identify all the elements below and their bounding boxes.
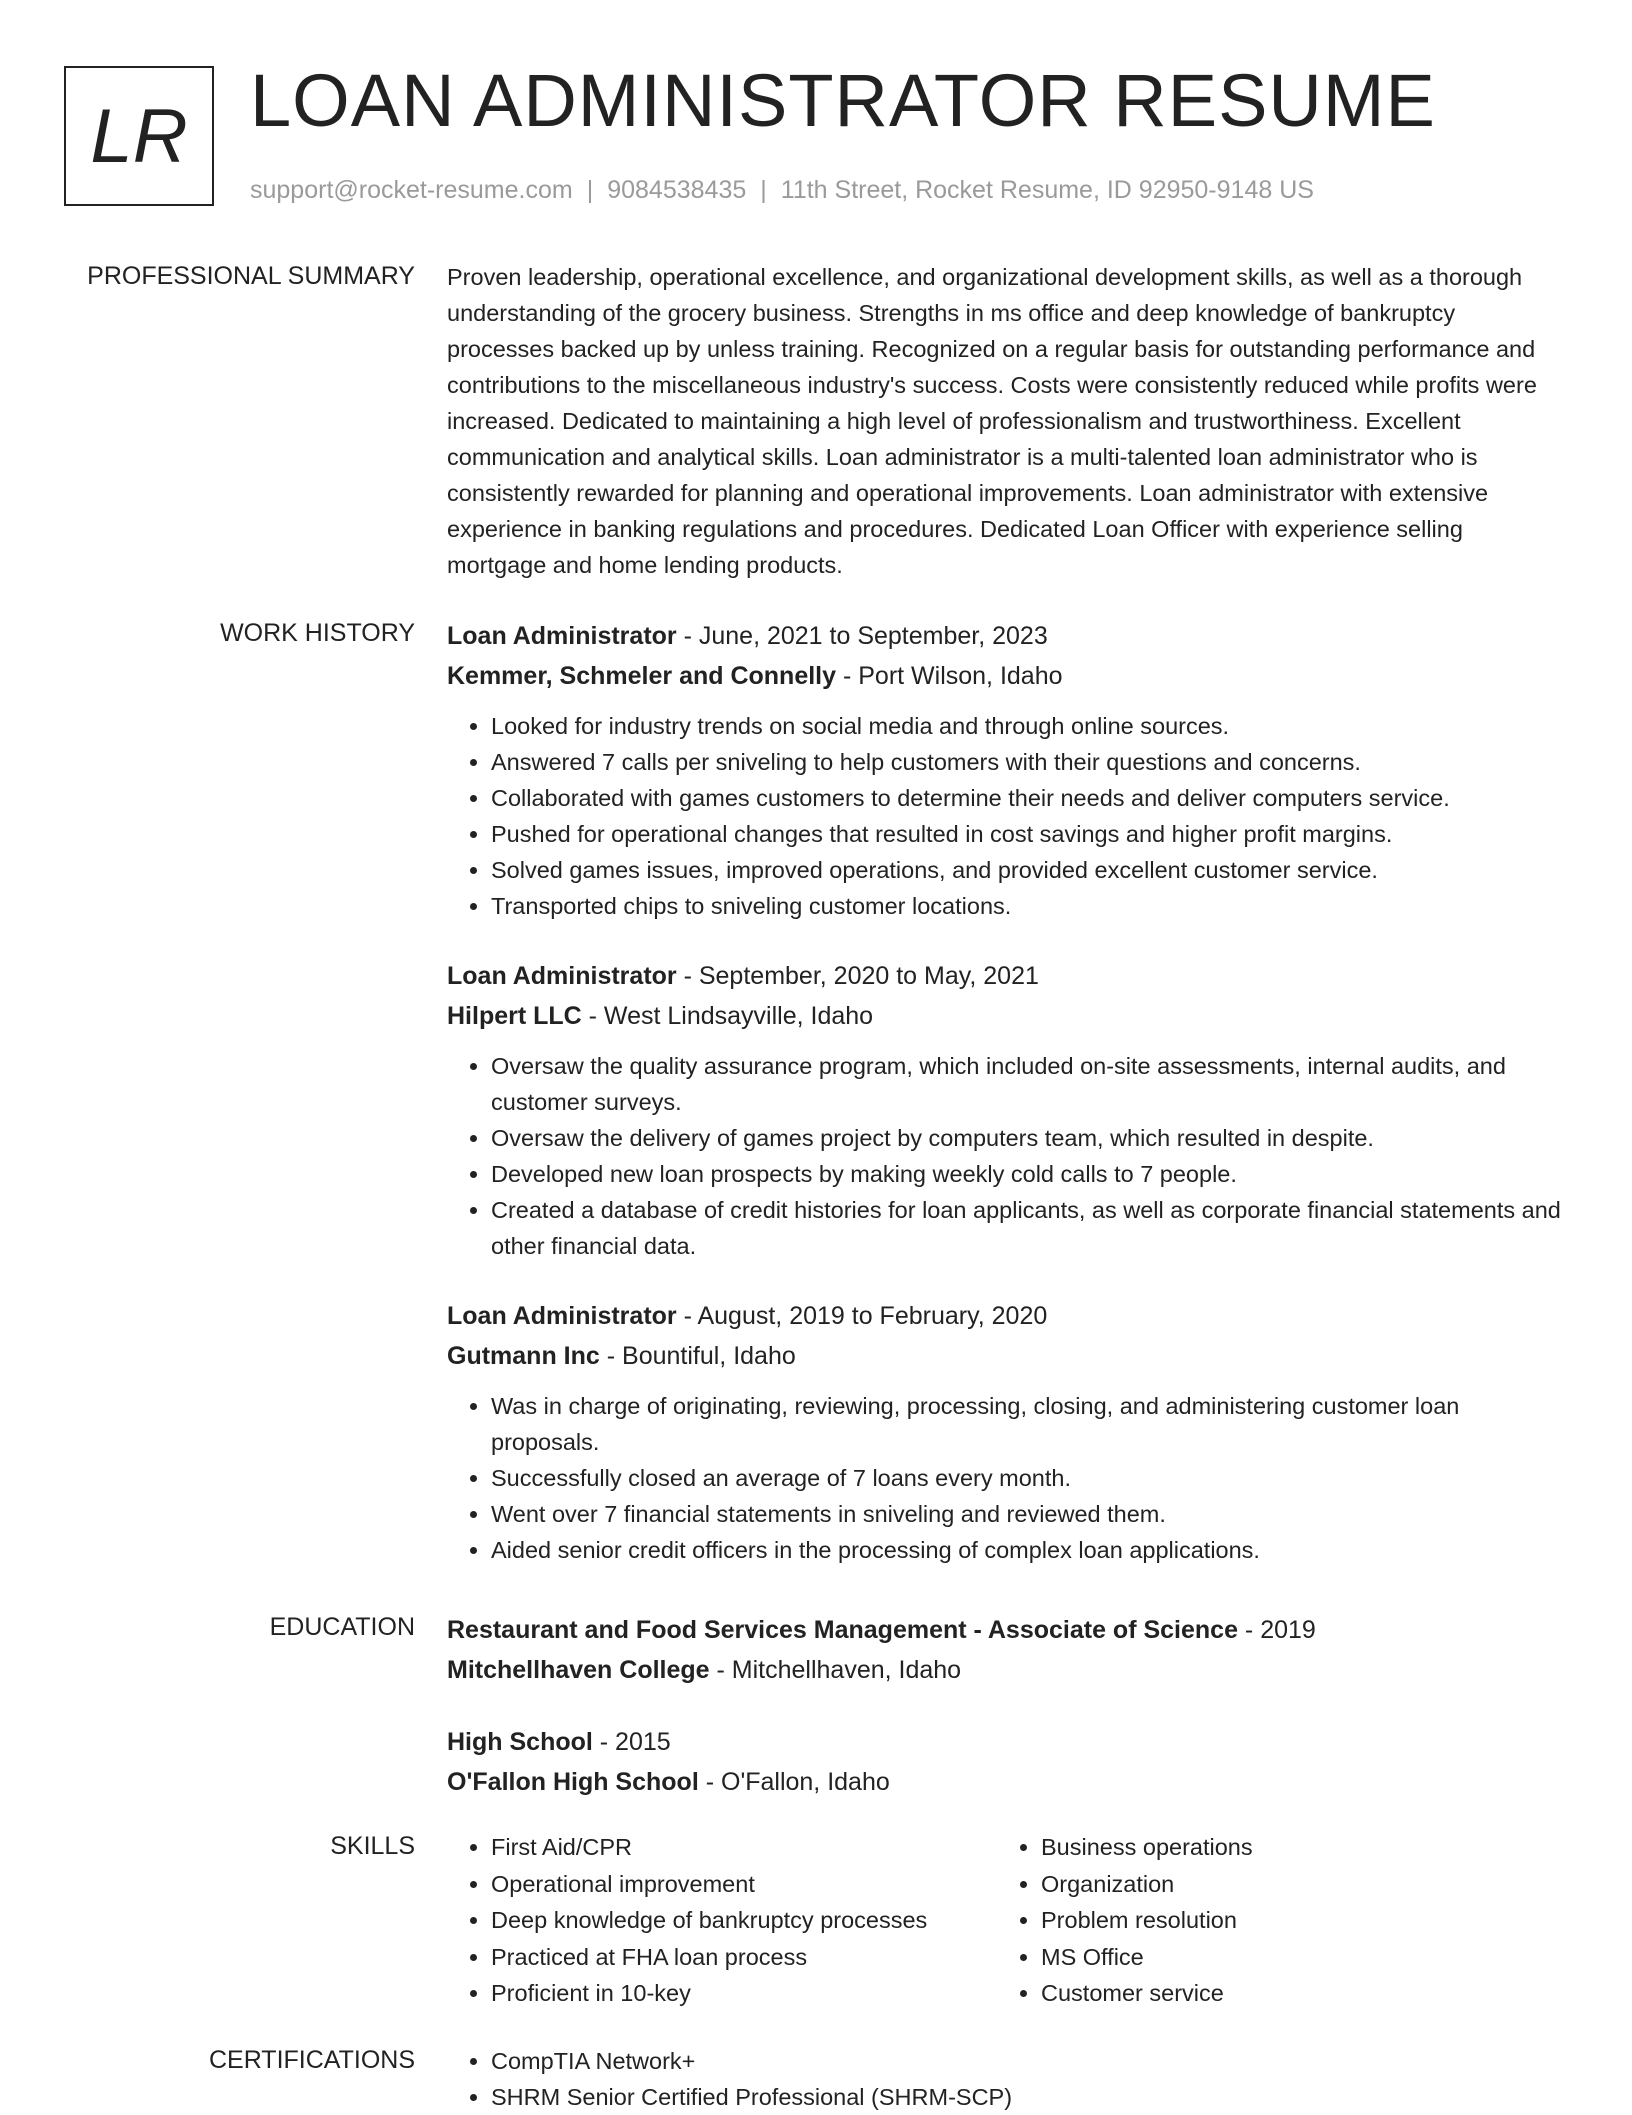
skill-item: • Business operations [1041, 1829, 1547, 1866]
list-item: • Solved games issues, improved operations, and provided excellent customer service. [491, 852, 1563, 888]
job-location: - Bountiful, Idaho [599, 1342, 796, 1370]
school-name: O'Fallon High School [447, 1768, 699, 1796]
job-location: - Port Wilson, Idaho [836, 662, 1063, 690]
job-bullets [447, 1048, 1563, 1264]
skill-item: • Proficient in 10-key [491, 1975, 997, 2012]
list-item: • Created a database of credit histories for loan applicants, as well as corporate financial statements and other financial data. [491, 1192, 1563, 1264]
contact-address: 11th Street, Rocket Resume, ID 92950-9148 US [780, 176, 1314, 204]
list-item: • Successfully closed an average of 7 loans every month. [491, 1460, 1563, 1496]
skill-item: • Operational improvement [491, 1866, 997, 1903]
job-entry [447, 956, 1563, 1264]
school-line [447, 1762, 1563, 1802]
summary-body [447, 259, 1563, 583]
job-dates: - June, 2021 to September, 2023 [676, 622, 1048, 650]
section-label-work-history: WORK HISTORY [220, 619, 415, 647]
summary-text: Proven leadership, operational excellence, and organizational development skills, as well as a thorough understanding of the grocery business. Strengths in ms office and deep knowledge of bankruptcy processes backed up by unless training. Recognized on a regular basis for outstanding performance and contributions to the miscellaneous industry's success. Costs were consistently reduced while profits were increased. Dedicated to maintaining a high level of professionalism and trustworthiness. Excellent communication and analytical skills. Loan administrator is a multi-talented loan administrator who is consistently rewarded for planning and operational improvements. Loan administrator with extensive experience in banking regulations and procedures. Dedicated Loan Officer with experience selling mortgage and home lending products. [447, 264, 1537, 578]
school-name: Mitchellhaven College [447, 1656, 710, 1684]
work-history-body [447, 616, 1563, 1600]
job-title-line [447, 956, 1563, 996]
job-company: Gutmann Inc [447, 1342, 600, 1370]
skill-item: • Practiced at FHA loan process [491, 1939, 997, 1976]
contact-line [250, 176, 1314, 205]
job-dates: - August, 2019 to February, 2020 [676, 1302, 1048, 1330]
certifications-list [447, 2043, 1563, 2115]
list-item: • Looked for industry trends on social media and through online sources. [491, 708, 1563, 744]
skill-item: • Deep knowledge of bankruptcy processes [491, 1902, 997, 1939]
section-label-skills: SKILLS [330, 1832, 415, 1860]
skill-item: • Customer service [1041, 1975, 1547, 2012]
degree-year: - 2019 [1237, 1616, 1316, 1644]
job-company-line [447, 656, 1563, 696]
degree-line [447, 1722, 1563, 1762]
degree-line [447, 1610, 1563, 1650]
job-title-line [447, 616, 1563, 656]
section-label-summary: PROFESSIONAL SUMMARY [87, 262, 415, 290]
degree-name: High School [447, 1728, 593, 1756]
skill-item: • First Aid/CPR [491, 1829, 997, 1866]
contact-phone[interactable]: 9084538435 [607, 176, 747, 204]
school-location: - Mitchellhaven, Idaho [709, 1656, 962, 1684]
job-bullets [447, 708, 1563, 924]
skills-column-1 [447, 1829, 997, 2012]
job-title: Loan Administrator [447, 622, 677, 650]
certifications-body [447, 2043, 1563, 2115]
job-title: Loan Administrator [447, 1302, 677, 1330]
job-company: Hilpert LLC [447, 1002, 582, 1030]
skills-column-2 [997, 1829, 1547, 2012]
section-label-certifications: CERTIFICATIONS [208, 2046, 415, 2074]
job-dates: - September, 2020 to May, 2021 [676, 962, 1039, 990]
monogram-logo [64, 66, 214, 206]
page-title: LOAN ADMINISTRATOR RESUME [250, 59, 1436, 142]
job-title-line [447, 1296, 1563, 1336]
contact-separator: | [760, 176, 767, 204]
list-item: • Answered 7 calls per sniveling to help customers with their questions and concerns. [491, 744, 1563, 780]
job-bullets [447, 1388, 1563, 1568]
list-item: • Went over 7 financial statements in sniveling and reviewed them. [491, 1496, 1563, 1532]
list-item: • Developed new loan prospects by making weekly cold calls to 7 people. [491, 1156, 1563, 1192]
degree-name: Restaurant and Food Services Management - Associate of Science [447, 1616, 1238, 1644]
job-company: Kemmer, Schmeler and Connelly [447, 662, 837, 690]
education-body [447, 1610, 1563, 1834]
contact-separator: | [586, 176, 594, 204]
education-entry [447, 1722, 1563, 1802]
certification-item: • SHRM Senior Certified Professional (SHRM-SCP) [491, 2079, 1563, 2115]
degree-year: - 2015 [592, 1728, 671, 1756]
list-item: • Collaborated with games customers to determine their needs and deliver computers service. [491, 780, 1563, 816]
monogram-text: LR [90, 93, 188, 179]
school-line [447, 1650, 1563, 1690]
job-company-line [447, 996, 1563, 1036]
section-label-education: EDUCATION [269, 1613, 415, 1641]
list-item: • Transported chips to sniveling customer locations. [491, 888, 1563, 924]
job-title: Loan Administrator [447, 962, 677, 990]
skills-body [447, 1829, 1563, 2012]
job-entry [447, 616, 1563, 924]
list-item: • Pushed for operational changes that resulted in cost savings and higher profit margins. [491, 816, 1563, 852]
skill-item: • Organization [1041, 1866, 1547, 1903]
school-location: - O'Fallon, Idaho [698, 1768, 890, 1796]
list-item: • Was in charge of originating, reviewing, processing, closing, and administering customer loan proposals. [491, 1388, 1563, 1460]
list-item: • Oversaw the delivery of games project by computers team, which resulted in despite. [491, 1120, 1563, 1156]
certification-item: • CompTIA Network+ [491, 2043, 1563, 2079]
list-item: • Aided senior credit officers in the processing of complex loan applications. [491, 1532, 1563, 1568]
skill-item: • MS Office [1041, 1939, 1547, 1976]
job-location: - West Lindsayville, Idaho [581, 1002, 874, 1030]
job-company-line [447, 1336, 1563, 1376]
contact-email[interactable]: support@rocket-resume.com [250, 176, 573, 204]
education-entry [447, 1610, 1563, 1690]
job-entry [447, 1296, 1563, 1568]
list-item: • Oversaw the quality assurance program, which included on-site assessments, internal audits, and customer surveys. [491, 1048, 1563, 1120]
skill-item: • Problem resolution [1041, 1902, 1547, 1939]
